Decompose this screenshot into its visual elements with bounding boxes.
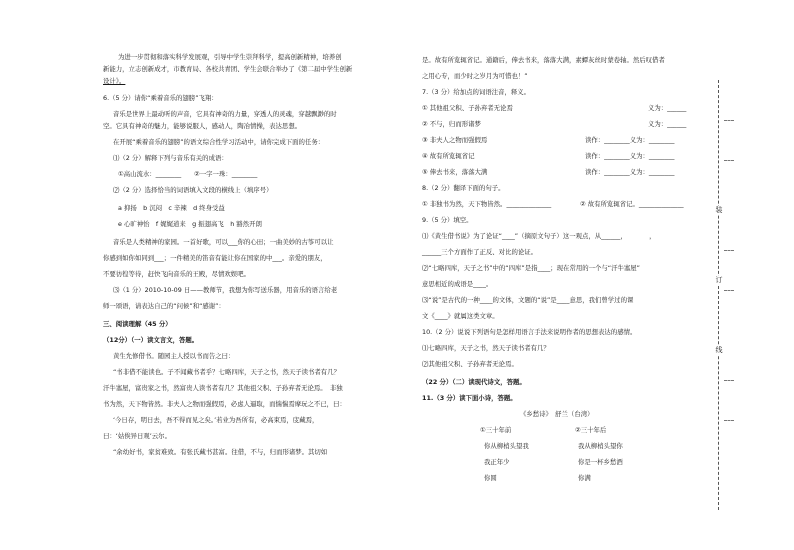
q6-para3-line1: 音乐是人类精神的家园。一首好歌，可以___你的心田；一曲美妙的古筝可以让: [113, 238, 334, 246]
q9-line-2: ______三个方面作了正反、对比的论证。: [422, 248, 538, 256]
gutter-tick: [724, 380, 734, 381]
passage-cont-line-2: 之用心专，而少时之岁月为可惜也！”: [422, 72, 528, 80]
q7-item-1-answer: 义为：______: [648, 104, 687, 112]
q6-heading: 6.（5 分）请你“乘着音乐的翅膀”飞翔：: [103, 94, 218, 102]
gutter-label-ding: 订: [713, 276, 725, 285]
passage-line-5: ‘今日存，明日去，吾不得而见之矣。’若业为吾所有，必高束焉，庋藏焉，: [113, 416, 319, 424]
q10-item-1: ⑴七略四库，天子之书，然天子读书者有几？: [422, 344, 550, 352]
q7-heading: 7.（3 分）给加点的词语注音，释义。: [422, 88, 531, 96]
gutter-tick: [724, 290, 734, 291]
poem-col1-line-1: 你从柳梢头望我: [484, 442, 529, 450]
q7-item-4-answer: 读作：________义为：________: [585, 152, 675, 160]
q7-item-2-answer: 义为：______: [648, 120, 687, 128]
q9-heading: 9.（5 分）填空。: [422, 216, 473, 224]
passage-line-4: 书为然，天下物皆然。非夫人之物而强假焉，必虑人逼取，而惴惴焉摩玩之不已，曰：: [103, 400, 346, 408]
part1-heading: （12分）（一）读文言文，答题。: [103, 336, 199, 344]
q7-item-2: ② 不与，归而形诸梦: [422, 120, 481, 128]
q11-heading: 11.（3 分）读下面小诗，答题。: [422, 394, 517, 402]
poem-col1-line-3: 你圆: [484, 474, 497, 482]
q6-para1-line1: 音乐是世界上最动听的声音，它具有神奇的力量，穿透人的灵魂，穿越飘渺的时: [113, 110, 337, 118]
poem-col2-line-2: 你是一杯乡愁酒: [578, 458, 623, 466]
q9-line-1: ⑴《黄生借书说》为了论证“____”（摘原文句子）这一观点，从______， ，: [422, 232, 656, 240]
gutter-label-zhuang: 装: [713, 206, 725, 215]
gutter-tick: [724, 120, 734, 121]
q6-sub1-items: ①高山流水：________ ②一字一珠：________: [118, 170, 258, 178]
q6-options-1: a 抑扬 b 沉闷 c 辛辣 d 终身受益: [118, 204, 225, 212]
binding-dashed-line: [718, 80, 719, 510]
poem-col1-line-2: 我正年少: [484, 458, 510, 466]
poem-col2-line-3: 你满: [578, 474, 591, 482]
part2-heading: （22 分）（二）读现代诗文，答题。: [422, 378, 526, 386]
q8-heading: 8.（2 分）翻译下面的句子。: [422, 184, 505, 192]
q7-item-5-answer: 读作：________义为：________: [585, 168, 675, 176]
passage-line-7: “余幼好书，家贫难致。有张氏藏书甚富。往借，不与，归而形诸梦。其切如: [113, 448, 328, 456]
q6-sub3-line2: 师一颂语，请表达自己的“问候”和“感谢”：: [103, 302, 225, 310]
q6-para3-line2: 你感到如你如同到___；一件精美的笛音有能让你在国家的中___。亲爱的朋友，: [103, 254, 327, 262]
poem-title: 《乡愁诗》 舒兰（台湾）: [520, 410, 594, 418]
q9-line-6: 文《____》就属这类文章。: [422, 312, 499, 320]
q8-item-1: ① 非独书为然，天下物皆然。______________: [422, 200, 552, 208]
gutter-tick: [724, 250, 734, 251]
q9-line-3: ⑵“七略四库，天子之书”中的“四库”是指____；现在常用的一个与“汗牛塞屋”: [422, 264, 640, 272]
intro-line-3: 设计》。: [103, 77, 126, 85]
q7-item-3: ③ 非夫人之物而强假焉: [422, 136, 488, 144]
gutter-tick: [724, 420, 734, 421]
poem-col1-heading: ①三十年前: [480, 426, 512, 434]
q9-line-4: 意思相近的成语是____。: [422, 280, 493, 288]
poem-col2-heading: ②三十年后: [575, 426, 607, 434]
q7-item-5: ⑤ 俸去书来，落落大满: [422, 168, 488, 176]
passage-line-6: 曰：‘姑俟异日观’云尔。: [103, 432, 171, 440]
passage-line-3: 汗牛塞屋，富贵家之书，然富贵人读书者有几？其他祖父积、子孙弃者无论焉。 非独: [103, 384, 343, 392]
section3-heading: 三、阅读理解（45 分）: [103, 320, 172, 328]
q8-item-2: ② 故有所览辄省记。______________: [580, 200, 684, 208]
q7-item-3-answer: 读作：________义为：________: [585, 136, 675, 144]
passage-line-1: 黄生允修借书。随园主人授以书而告之曰：: [113, 352, 235, 360]
q9-line-5: ⑶“说”是古代的一种____的文体，文题的“说”是____意思，我们曾学过的课: [422, 296, 634, 304]
q6-sub3-line1: ⑶（1 分）2010-10-09 日——教师节，我想为你写送乐器，用音乐的语言给老: [113, 286, 338, 294]
q7-item-4: ④ 故有所览辄省记: [422, 152, 475, 160]
q6-para3-line3: 不要彷徨等待，赶快飞向音乐的王殿，尽情欢娱吧。: [103, 270, 250, 278]
q10-heading: 10.（2 分）说说下列语句是怎样用语言手法来说明作者的思想表达的感情。: [422, 328, 637, 336]
passage-cont-line-1: 是。故有所览辄省记。通籍后，俸去书来，落落大满，素蟫灰丝时蒙卷轴。然后叹借者: [422, 56, 665, 64]
gutter-tick: [724, 160, 734, 161]
q6-para2: 在开展“乘着音乐的翅膀”的语文综合性学习活动中，请你完成下面的任务：: [113, 138, 325, 146]
q6-options-2: e 心旷神怡 f 娓娓道来 g 振翅高飞 h 豁然开朗: [118, 220, 262, 228]
q7-item-1: ① 其他祖父积、子孙弃者无论焉: [422, 104, 513, 112]
q6-sub1: ⑴（2 分）解释下列与音乐有关的成语：: [113, 154, 228, 162]
intro-line-2: 新能力，立志创新成才，市教育局、各校共青团、学生会联合举办了《第二届中学生创新: [103, 65, 353, 73]
intro-line-1: 为进一步贯彻和落实科学发展观，引导中学生崇拜科学，提高创新精神，培养创: [118, 53, 342, 61]
gutter-label-xian: 线: [713, 346, 725, 355]
q10-item-2: ⑵其他祖父积、子孙弃者无论焉。: [422, 360, 518, 368]
passage-line-2: “书非借不能读也。子不闻藏书者乎？七略四库，天子之书，然天子读书者有几？: [113, 368, 340, 376]
q6-sub2: ⑵（2 分）选择恰当的词语填入文段的横线上（填序号）: [113, 186, 273, 194]
poem-col2-line-1: 我从柳梢头望你: [578, 442, 623, 450]
q6-para1-line2: 空。它具有神奇的魅力，能够说服人，感动人，陶冶情操，表达思想。: [103, 122, 302, 130]
